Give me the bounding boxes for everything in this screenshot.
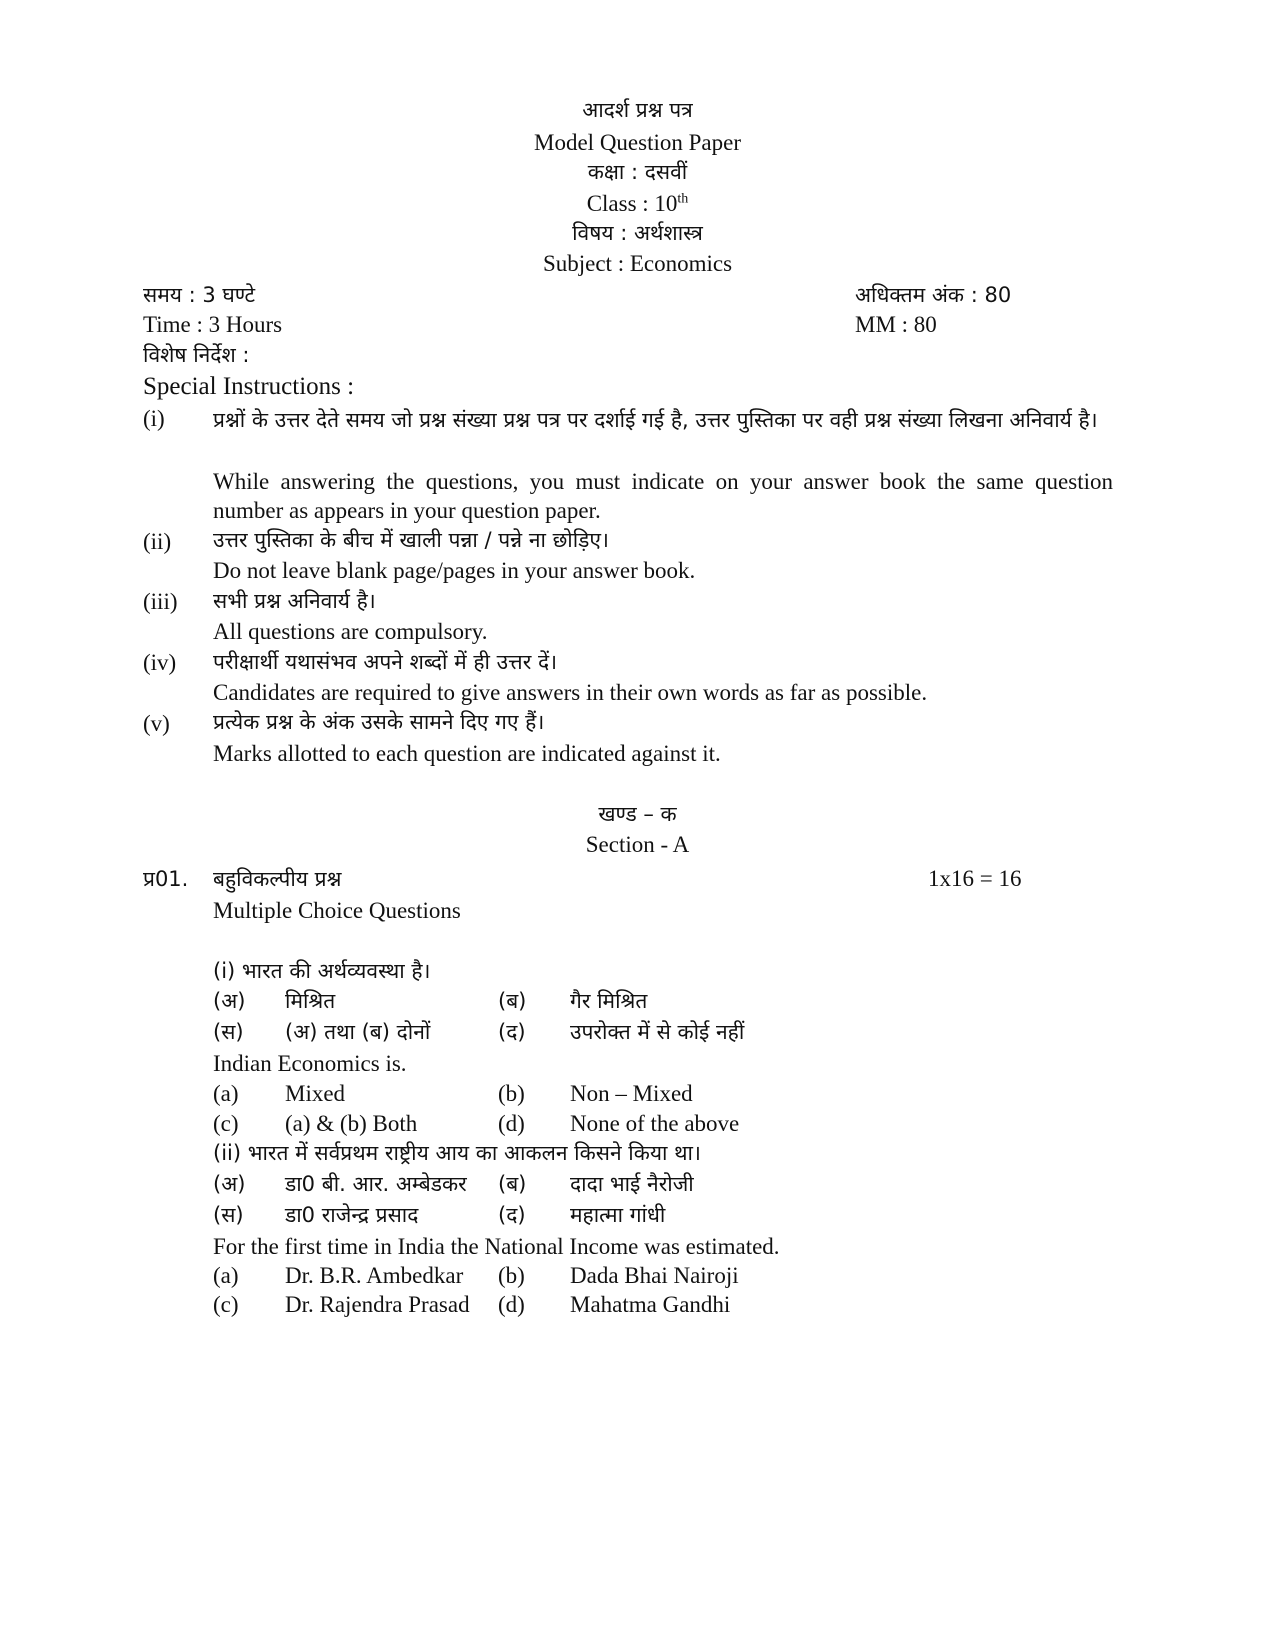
option-text: Mahatma Gandhi — [570, 1292, 731, 1317]
mcq-question-english: Indian Economics is. — [213, 1051, 407, 1076]
option-label: (द) — [498, 1020, 526, 1044]
option-label: (b) — [498, 1263, 525, 1288]
instruction-english: Marks allotted to each question are indicated against it. — [213, 741, 721, 766]
instruction-number: (ii) — [143, 529, 172, 554]
option-label: (b) — [498, 1081, 525, 1106]
option-text: Dr. Rajendra Prasad — [285, 1292, 470, 1317]
option-label: (ब) — [498, 1172, 527, 1196]
instruction-hindi: परीक्षार्थी यथासंभव अपने शब्दों में ही उत्तर दें। — [213, 650, 558, 674]
subject-hindi: विषय : अर्थशास्त्र — [572, 221, 703, 245]
option-label: (स) — [213, 1020, 244, 1044]
option-text: (अ) तथा (ब) दोनों — [285, 1020, 431, 1044]
class-hindi: कक्षा : दसवीं — [587, 160, 688, 184]
instruction-hindi: उत्तर पुस्तिका के बीच में खाली पन्ना / पन्ने ना छोड़िए। — [213, 528, 609, 552]
option-label: (c) — [213, 1292, 239, 1317]
option-text: Dada Bhai Nairoji — [570, 1263, 739, 1288]
mcq-question-english: For the first time in India the National Income was estimated. — [213, 1234, 780, 1259]
option-text: गैर मिश्रित — [570, 989, 648, 1013]
option-text: Non – Mixed — [570, 1081, 693, 1106]
title-hindi: आदर्श प्रश्न पत्र — [582, 98, 693, 122]
time-hindi: समय : 3 घण्टे — [143, 283, 256, 307]
option-text: None of the above — [570, 1111, 740, 1136]
instruction-english: While answering the questions, you must indicate on your answer book the same question number as appears in your question paper. — [213, 469, 1113, 523]
question-marks: 1x16 = 16 — [928, 866, 1022, 891]
option-text: उपरोक्त में से कोई नहीं — [570, 1020, 745, 1044]
question-number: प्र01. — [143, 867, 189, 891]
option-label: (d) — [498, 1111, 525, 1136]
mcq-question-hindi: (ii) भारत में सर्वप्रथम राष्ट्रीय आय का आकलन किसने किया था। — [213, 1141, 701, 1165]
instruction-number: (iii) — [143, 589, 178, 614]
option-text: महात्मा गांधी — [570, 1203, 666, 1227]
section-title-hindi: खण्ड – क — [598, 802, 677, 826]
instruction-number: (v) — [143, 711, 170, 736]
option-label: (द) — [498, 1203, 526, 1227]
section-title-english: Section - A — [585, 832, 690, 857]
instruction-hindi: प्रत्येक प्रश्न के अंक उसके सामने दिए गए हैं। — [213, 710, 545, 734]
instruction-english: All questions are compulsory. — [213, 619, 488, 644]
option-text: (a) & (b) Both — [285, 1111, 418, 1136]
instruction-hindi: प्रश्नों के उत्तर देते समय जो प्रश्न संख्या प्रश्न पत्र पर दर्शाई गई है, उत्तर पुस्तिका पर वही प्रश्न संख्या लिखना अनिवार्य है। — [213, 408, 1098, 432]
title-english: Model Question Paper — [534, 130, 741, 155]
question-title-english: Multiple Choice Questions — [213, 898, 461, 923]
option-label: (अ) — [213, 989, 246, 1013]
question-title-hindi: बहुविकल्पीय प्रश्न — [213, 867, 342, 891]
class-english-sup: th — [677, 191, 689, 207]
option-text: मिश्रित — [285, 989, 336, 1013]
instruction-number: (i) — [143, 406, 165, 431]
class-english-text: Class : 10 — [586, 191, 678, 216]
instruction-hindi: सभी प्रश्न अनिवार्य है। — [213, 589, 376, 613]
marks-english: MM : 80 — [855, 312, 937, 337]
option-text: डा0 राजेन्द्र प्रसाद — [285, 1203, 419, 1227]
option-label: (a) — [213, 1081, 239, 1106]
special-instructions-hindi: विशेष निर्देश : — [143, 343, 250, 367]
option-text: Mixed — [285, 1081, 346, 1106]
class-english — [0, 190, 1275, 218]
option-text: दादा भाई नैरोजी — [570, 1172, 694, 1196]
option-text: डा0 बी. आर. अम्बेडकर — [285, 1172, 467, 1196]
time-english: Time : 3 Hours — [143, 312, 283, 337]
subject-english: Subject : Economics — [542, 251, 733, 276]
option-text: Dr. B.R. Ambedkar — [285, 1263, 464, 1288]
option-label: (d) — [498, 1292, 525, 1317]
option-label: (अ) — [213, 1172, 246, 1196]
mcq-question-hindi: (i) भारत की अर्थव्यवस्था है। — [213, 959, 431, 983]
special-instructions-english: Special Instructions : — [143, 373, 355, 400]
option-label: (ब) — [498, 989, 527, 1013]
option-label: (c) — [213, 1111, 239, 1136]
option-label: (स) — [213, 1203, 244, 1227]
instruction-english: Candidates are required to give answers in their own words as far as possible. — [213, 680, 928, 705]
instruction-number: (iv) — [143, 650, 177, 675]
option-label: (a) — [213, 1263, 239, 1288]
instruction-english: Do not leave blank page/pages in your answer book. — [213, 558, 696, 583]
marks-hindi: अधिक्तम अंक : 80 — [855, 283, 1012, 307]
